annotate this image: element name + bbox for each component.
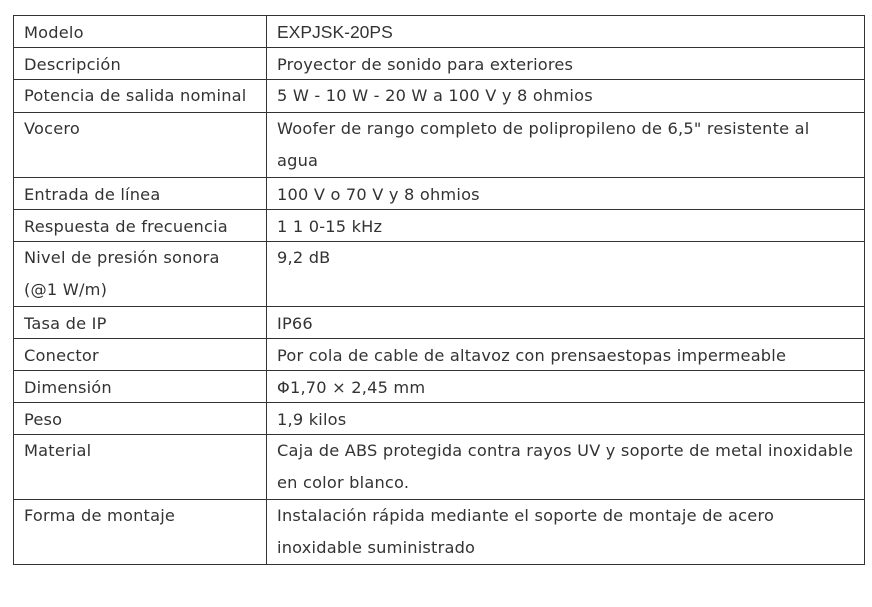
table-row xyxy=(14,80,865,113)
spec-label-ip: Tasa de IP xyxy=(14,307,267,339)
spec-value-montaje: Instalación rápida mediante el soporte de montaje de acero inoxidable suministrado xyxy=(267,500,865,565)
spec-label-presion: Nivel de presión sonora (@1 W/m) xyxy=(14,242,267,307)
spec-label-montaje: Forma de montaje xyxy=(14,500,267,565)
spec-value-ip: IP66 xyxy=(267,307,865,339)
spec-label-dimension: Dimensión xyxy=(14,371,267,403)
spec-value-peso: 1,9 kilos xyxy=(267,403,865,435)
table-row xyxy=(14,339,865,371)
table-row xyxy=(14,307,865,339)
spec-label-respuesta: Respuesta de frecuencia xyxy=(14,210,267,242)
table-row xyxy=(14,113,865,178)
spec-value-respuesta: 1 1 0-15 kHz xyxy=(267,210,865,242)
table-row xyxy=(14,242,865,307)
spec-table xyxy=(13,15,865,565)
table-row xyxy=(14,16,865,48)
spec-label-vocero: Vocero xyxy=(14,113,267,178)
spec-label-potencia: Potencia de salida nominal xyxy=(14,80,267,113)
spec-label-modelo: Modelo xyxy=(14,16,267,48)
spec-label-peso: Peso xyxy=(14,403,267,435)
spec-label-entrada: Entrada de línea xyxy=(14,178,267,210)
spec-value-descripcion: Proyector de sonido para exteriores xyxy=(267,48,865,80)
table-row xyxy=(14,371,865,403)
spec-value-vocero: Woofer de rango completo de polipropileno de 6,5" resistente al agua xyxy=(267,113,865,178)
spec-value-material: Caja de ABS protegida contra rayos UV y soporte de metal inoxidable en color blanco. xyxy=(267,435,865,500)
table-row xyxy=(14,403,865,435)
spec-value-presion: 9,2 dB xyxy=(267,242,865,307)
spec-value-modelo: EXPJSK-20PS xyxy=(267,16,865,48)
spec-label-descripcion: Descripción xyxy=(14,48,267,80)
spec-value-entrada: 100 V o 70 V y 8 ohmios xyxy=(267,178,865,210)
spec-value-conector: Por cola de cable de altavoz con prensaestopas impermeable xyxy=(267,339,865,371)
table-row xyxy=(14,48,865,80)
spec-label-conector: Conector xyxy=(14,339,267,371)
table-row xyxy=(14,210,865,242)
table-row xyxy=(14,435,865,500)
spec-value-potencia: 5 W - 10 W - 20 W a 100 V y 8 ohmios xyxy=(267,80,865,113)
spec-label-material: Material xyxy=(14,435,267,500)
table-row xyxy=(14,500,865,565)
table-row xyxy=(14,178,865,210)
spec-value-dimension: Φ1,70 × 2,45 mm xyxy=(267,371,865,403)
